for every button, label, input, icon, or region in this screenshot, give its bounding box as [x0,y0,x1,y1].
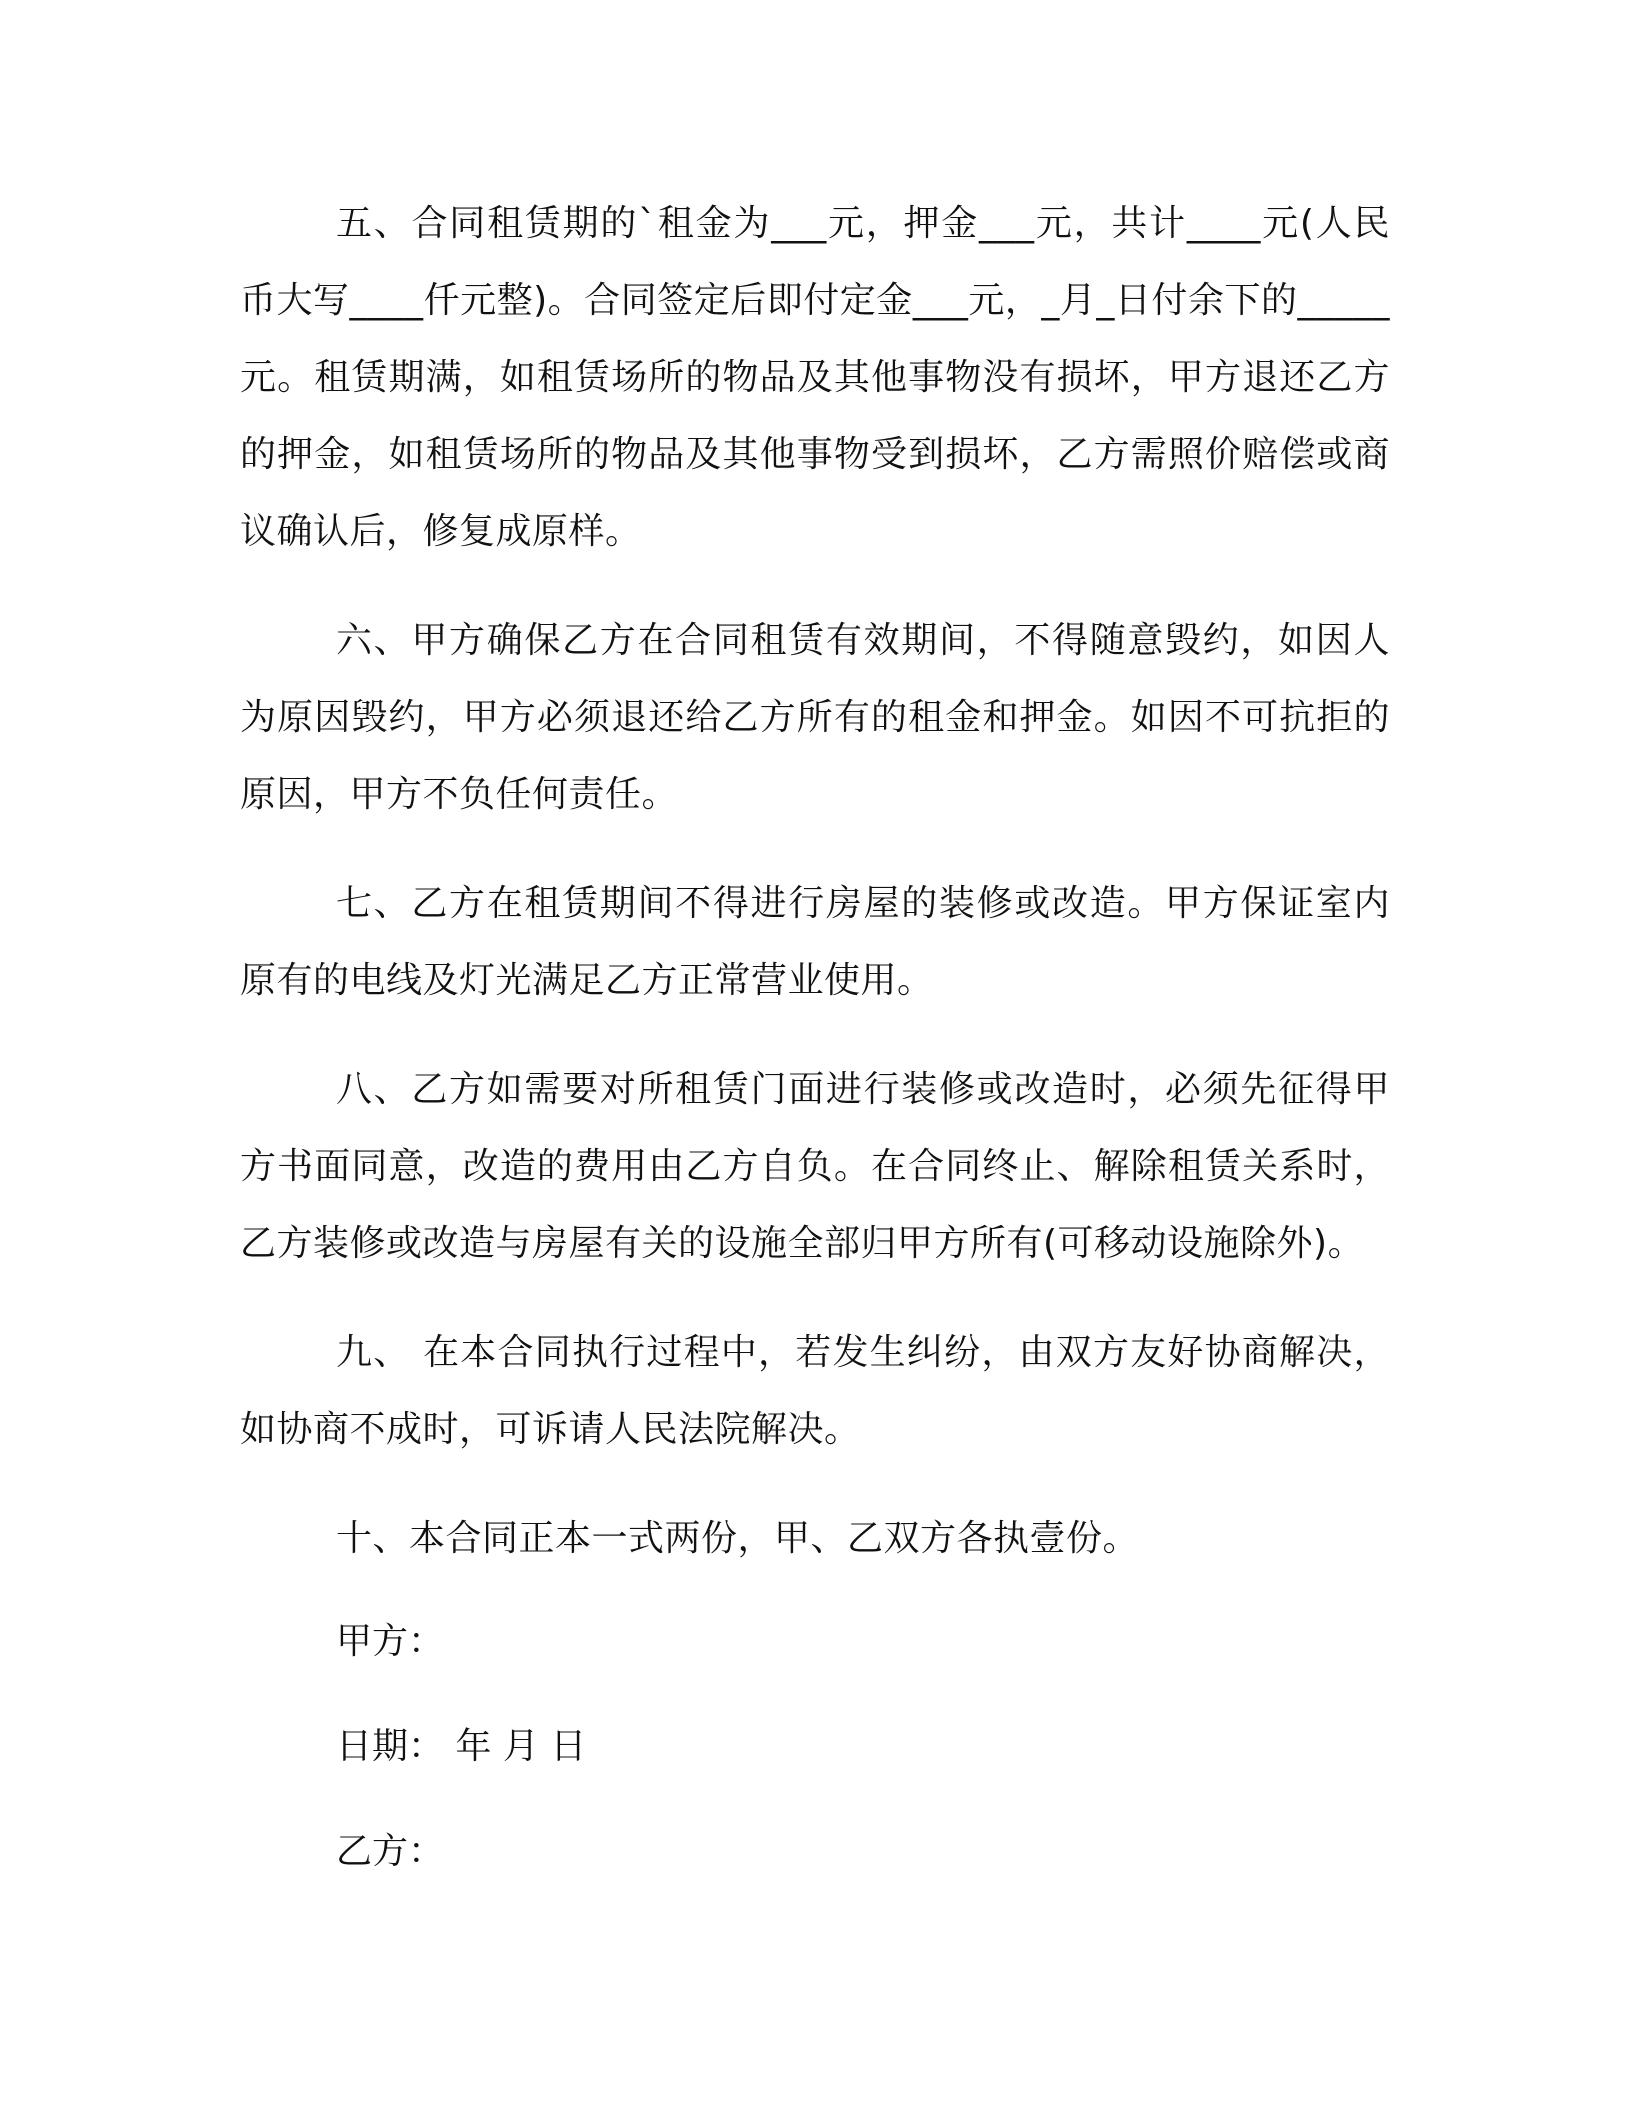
clause-6-paragraph: 六、甲方确保乙方在合同租赁有效期间，不得随意毁约，如因人为原因毁约，甲方必须退还给乙方所有的租金和押金。如因不可抗拒的原因，甲方不负任何责任。 [240,620,1390,815]
clause-9-paragraph: 九、 在本合同执行过程中，若发生纠纷，由双方友好协商解决，如协商不成时，可诉请人民法院解决。 [240,1332,1390,1450]
clause-7-paragraph: 七、乙方在租赁期间不得进行房屋的装修或改造。甲方保证室内原有的电线及灯光满足乙方正常营业使用。 [240,883,1390,1001]
party-a-label: 甲方： [336,1621,445,1662]
clause-10-paragraph: 十、本合同正本一式两份，甲、乙双方各执壹份。 [336,1518,1140,1559]
date-label: 日期： 年 月 日 [336,1726,587,1767]
signature-block [240,1603,1390,1890]
clause-5-paragraph: 五、合同租赁期的`租金为___元，押金___元，共计____元(人民币大写____仟元整)。合同签定后即付定金___元，_月_日付余下的_____元。租赁期满，如租赁场所的物品及其他事物没有损坏，甲方退还乙方的押金，如租赁场所的物品及其他事物受到损坏，乙方需照价赔偿或商议确认后，修复成原样。 [240,203,1390,552]
party-b-label: 乙方： [336,1831,445,1872]
clause-8-paragraph: 八、乙方如需要对所租赁门面进行装修或改造时，必须先征得甲方书面同意，改造的费用由乙方自负。在合同终止、解除租赁关系时，乙方装修或改造与房屋有关的设施全部归甲方所有(可移动设施除外)。 [240,1069,1390,1264]
document-body [240,185,1390,1890]
